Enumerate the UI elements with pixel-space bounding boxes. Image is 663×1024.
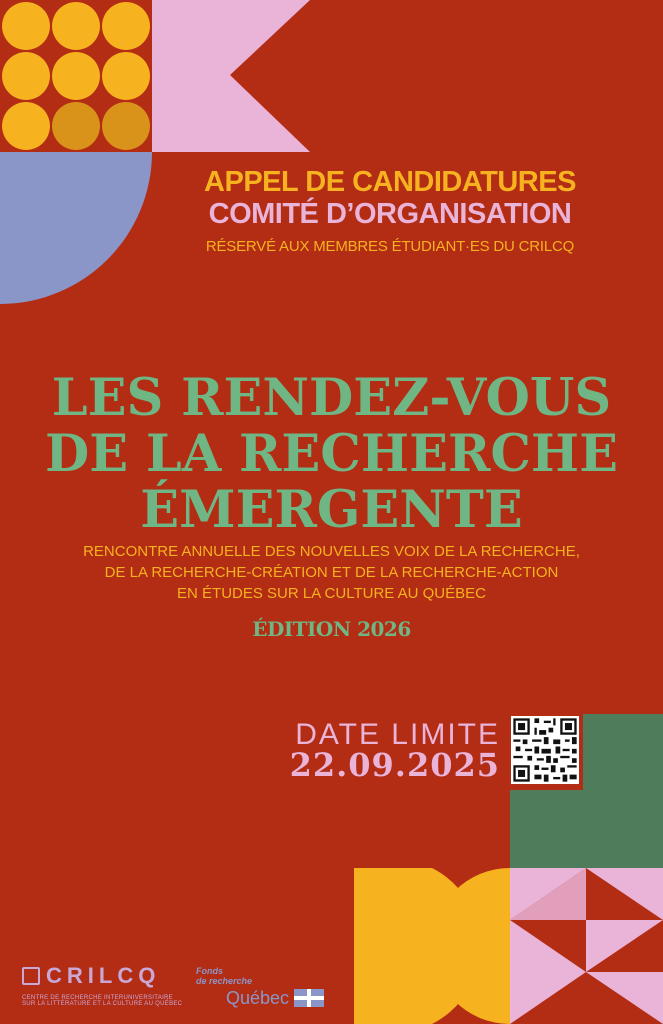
deadline-label: DATE LIMITE <box>295 718 500 751</box>
subtitle-line-2: DE LA RECHERCHE-CRÉATION ET DE LA RECHERCHE-ACTION <box>104 564 559 581</box>
crilcq-name: CRILCQ <box>46 963 161 988</box>
quebec-flag-icon <box>294 989 324 1007</box>
header-subtitle: COMITÉ D’ORGANISATION <box>208 198 572 230</box>
subtitle-line-3: EN ÉTUDES SUR LA CULTURE AU QUÉBEC <box>177 585 486 602</box>
crilcq-mark-icon <box>22 967 40 985</box>
main-title-line-1: LES RENDEZ-VOUS <box>51 368 612 428</box>
frq-line-1: Fonds <box>196 966 223 976</box>
edition-label: ÉDITION 2026 <box>252 617 411 641</box>
decor-yellow-half-circles <box>354 868 510 1024</box>
qr-code[interactable] <box>511 716 579 784</box>
decor-blue-quarter-circle <box>0 152 152 304</box>
decor-green-square <box>510 790 663 868</box>
crilcq-line-1: CENTRE DE RECHERCHE INTERUNIVERSITAIRE <box>22 995 173 1001</box>
main-title-line-2: DE LA RECHERCHE <box>45 424 618 484</box>
decor-dot-grid <box>0 0 152 152</box>
deadline-date: 22.09.2025 <box>289 746 500 784</box>
crilcq-line-2: SUR LA LITTÉRATURE ET LA CULTURE AU QUÉBEC <box>22 1001 183 1007</box>
frq-logo <box>196 966 324 1008</box>
decor-pink-triangles <box>510 868 663 1024</box>
main-title-line-3: ÉMERGENTE <box>140 480 523 540</box>
header-title: APPEL DE CANDIDATURES <box>204 166 576 198</box>
decor-green-square-upper <box>583 714 663 790</box>
frq-line-3: Québec <box>226 988 290 1008</box>
decor-pink-triangle <box>152 0 310 152</box>
frq-line-2: de recherche <box>196 976 253 986</box>
crilcq-logo <box>22 963 182 1007</box>
header-note: RÉSERVÉ AUX MEMBRES ÉTUDIANT·ES DU CRILCQ <box>205 238 575 255</box>
subtitle-line-1: RENCONTRE ANNUELLE DES NOUVELLES VOIX DE LA RECHERCHE, <box>83 543 580 560</box>
